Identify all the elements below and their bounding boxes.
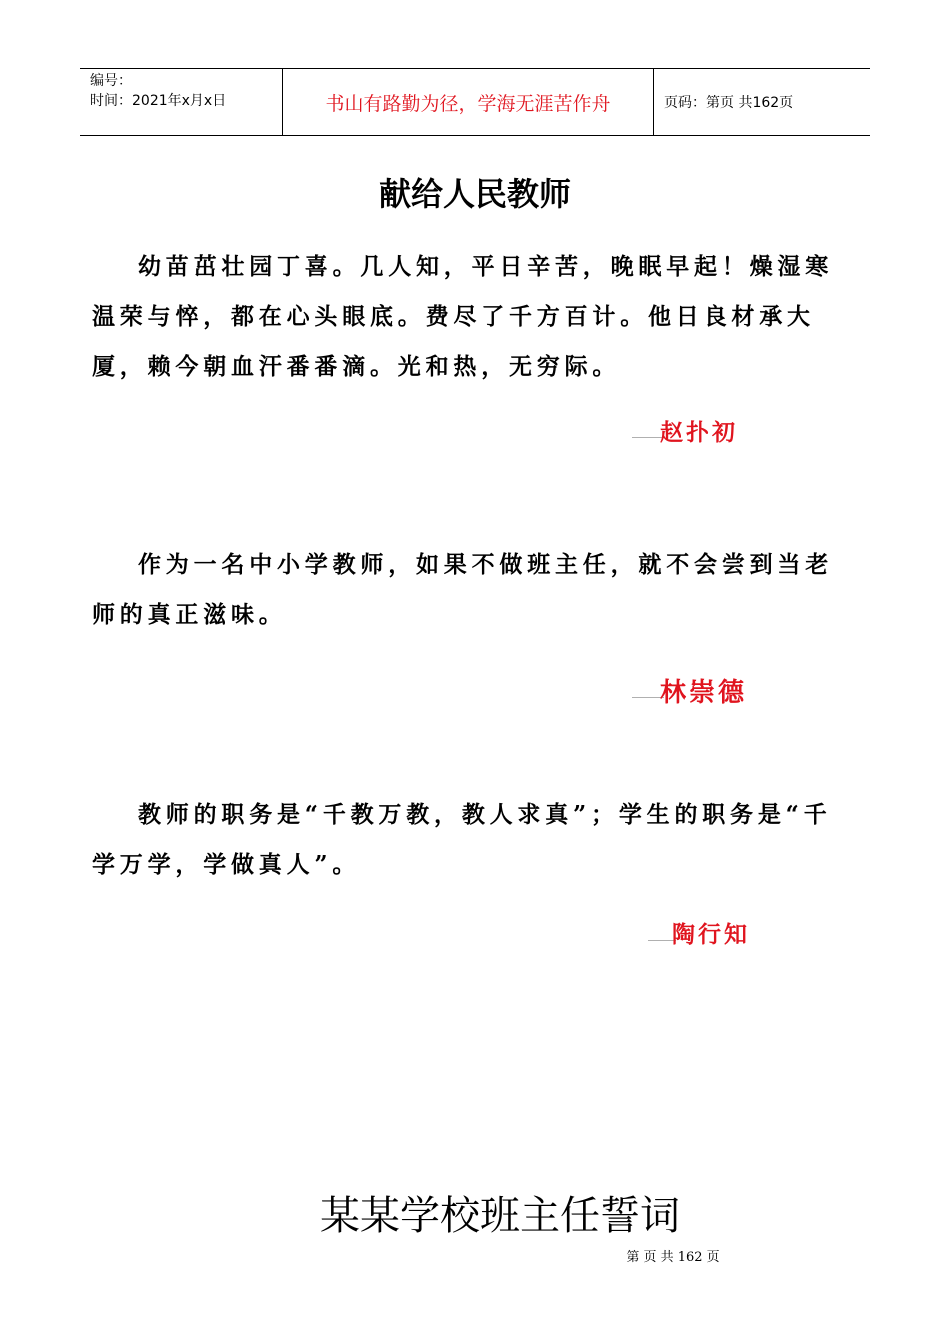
page-footer: 第 页 共 162 页 xyxy=(626,1250,720,1265)
quote-author: 林崇德 xyxy=(660,678,748,708)
header-page-label: 页码：第页 共162页 xyxy=(664,95,794,111)
document-number-label: 编号： xyxy=(90,73,132,89)
quote-author: 陶行知 xyxy=(672,921,750,948)
quote-text: 教师的职务是“千教万教，教人求真”；学生的职务是“千学万学，学做真人”。 xyxy=(92,801,832,878)
page-title: 献给人民教师 xyxy=(378,175,571,213)
section-title: 某某学校班主任誓词 xyxy=(320,1193,680,1239)
header-meta xyxy=(80,69,282,135)
header-motto: 书山有路勤为径，学海无涯苦作舟 xyxy=(282,69,654,135)
document-header xyxy=(80,68,870,136)
document-time-label: 时间：2021年x月x日 xyxy=(90,93,227,109)
quote-text: 幼苗茁壮园丁喜。几人知，平日辛苦，晚眠早起！燥湿寒温荣与悴，都在心头眼底。费尽了千方百计。他日良材承大厦，赖今朝血汗番番滴。光和热，无穷际。 xyxy=(92,253,833,380)
quote-text: 作为一名中小学教师，如果不做班主任，就不会尝到当老师的真正滋味。 xyxy=(92,551,833,628)
quote-author: 赵扑初 xyxy=(660,419,738,446)
